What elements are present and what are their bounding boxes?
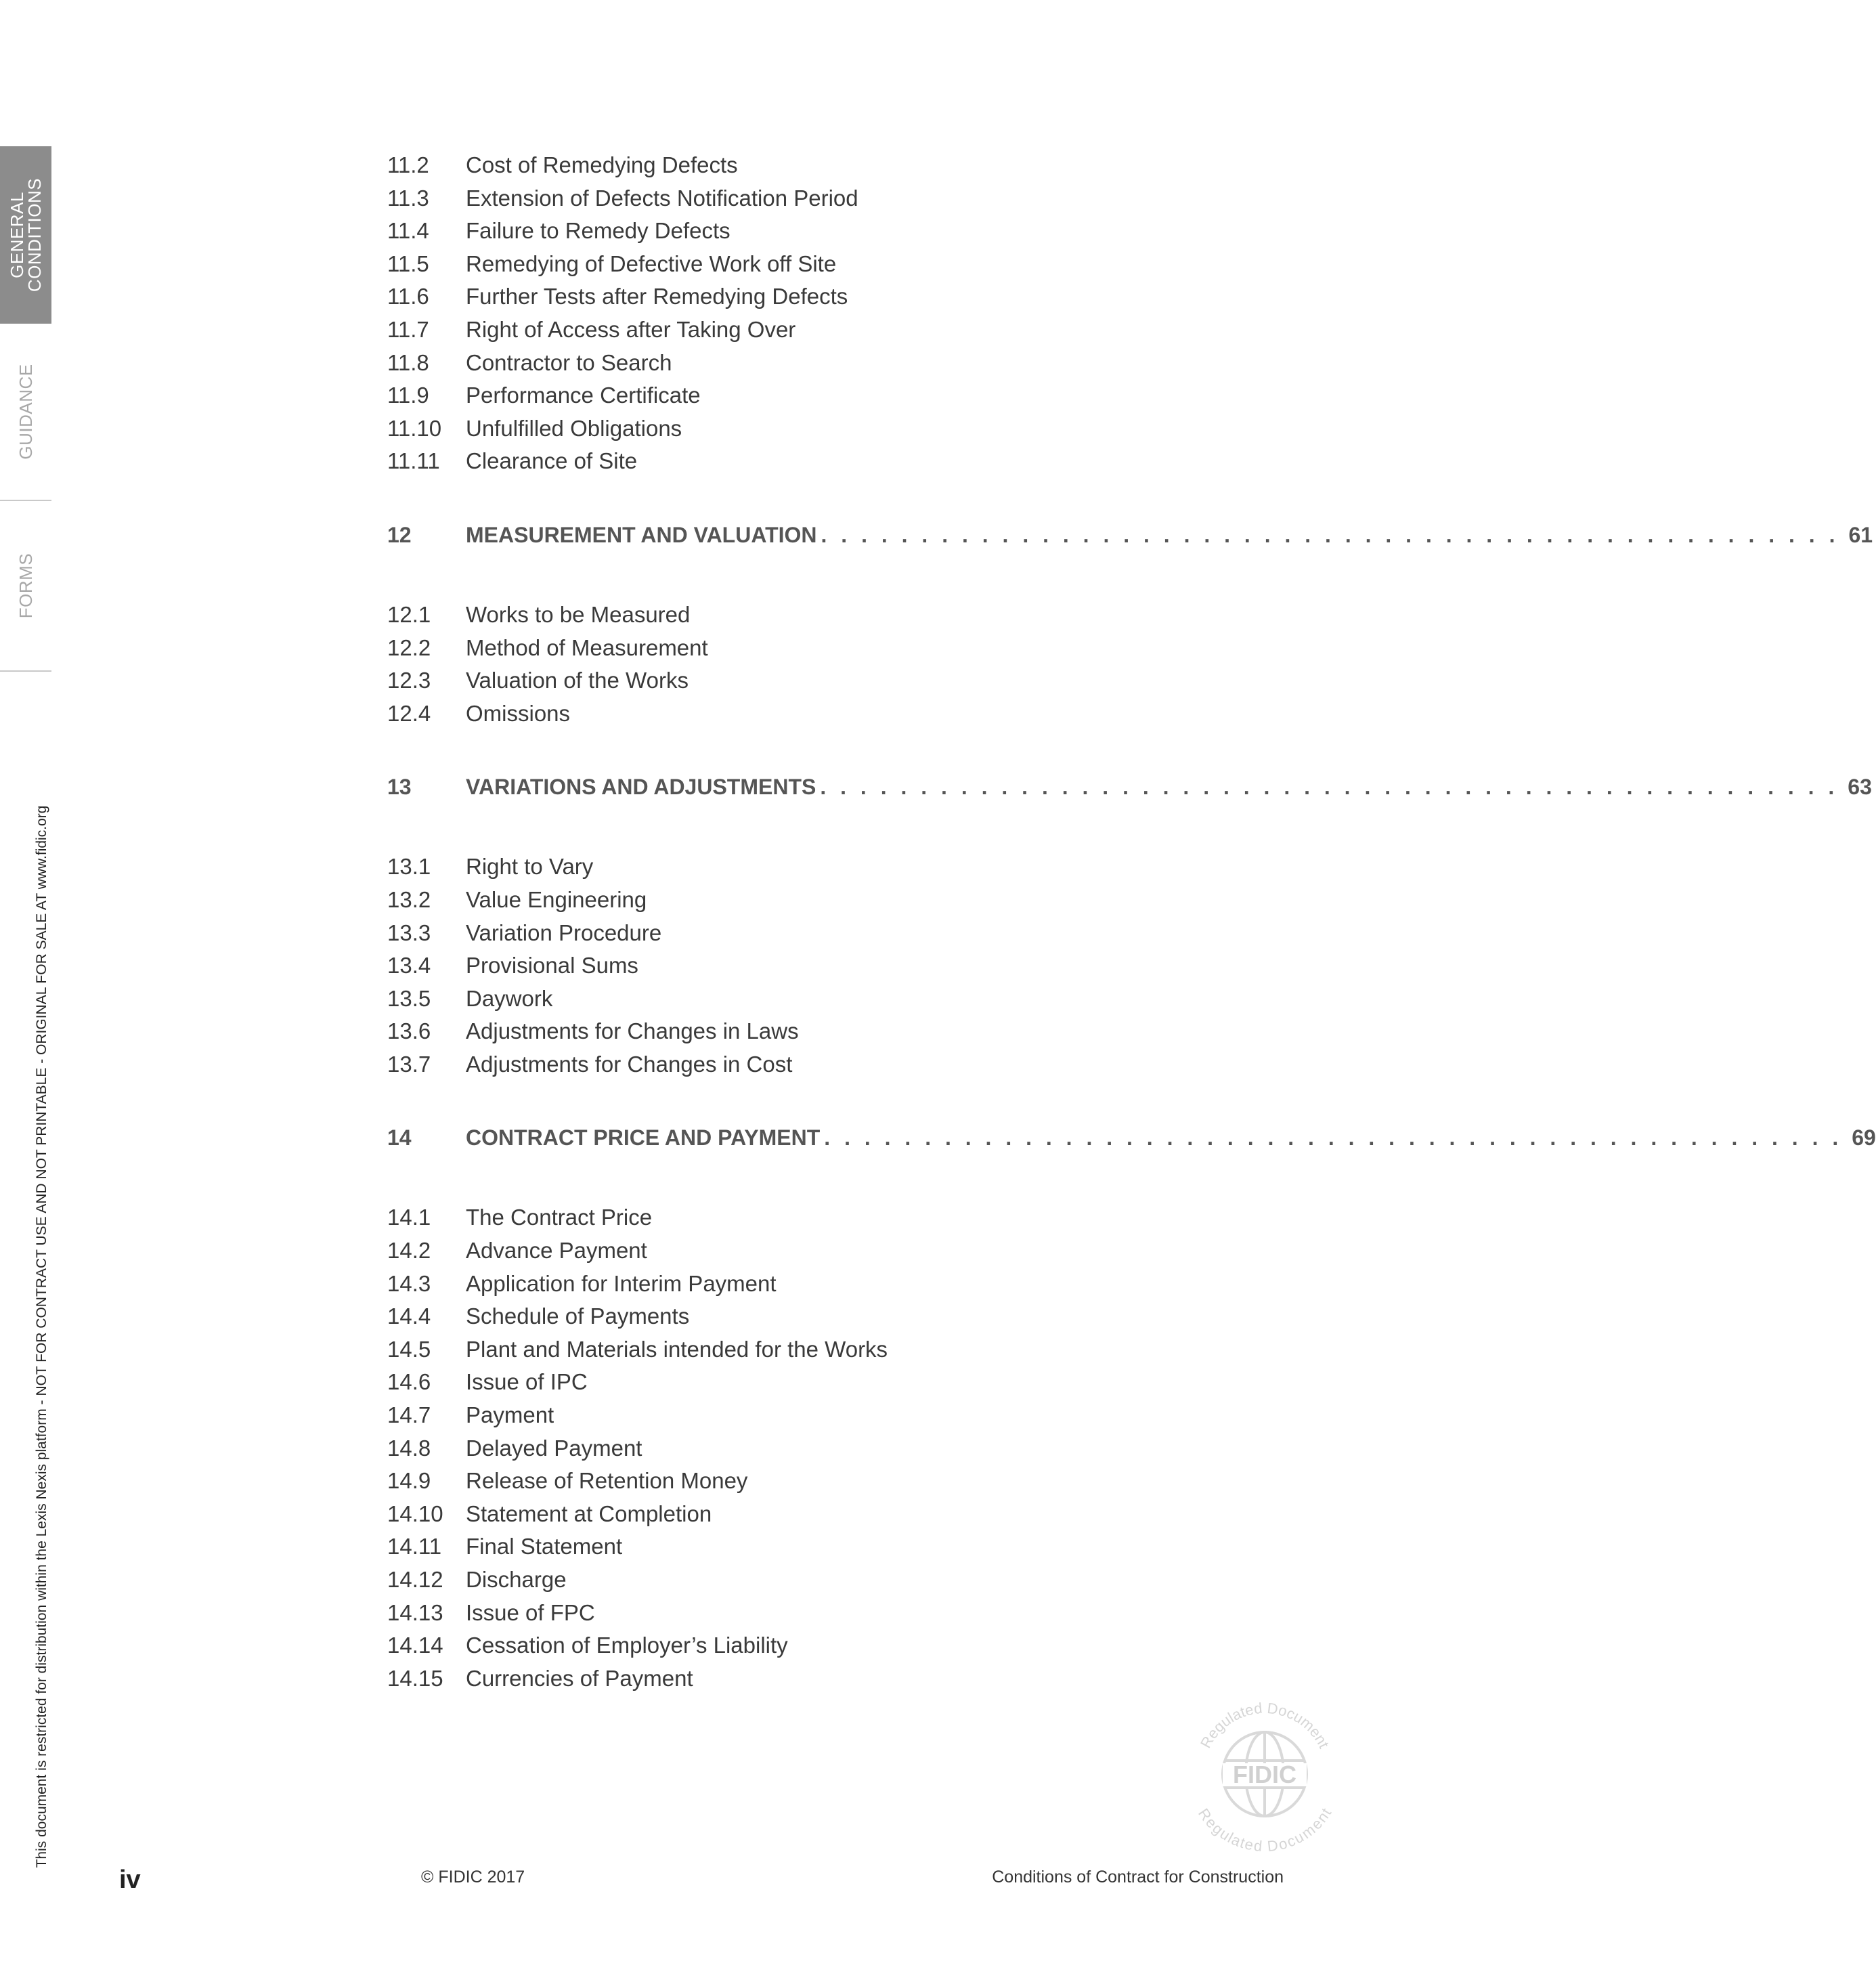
toc-entry-title: Payment: [466, 1402, 554, 1428]
toc-entry-number: 11.9: [387, 383, 429, 408]
toc-entry-number: 11.2: [387, 152, 429, 177]
dot-leader: . . . . . . . . . . . . . . . . . . . . . . . . . . . . . . . . . . . . . . . . . . . . . . . . . . .: [824, 1125, 1843, 1150]
toc-group-12: [387, 602, 1254, 733]
toc-entry[interactable]: [387, 218, 1254, 251]
toc-entry-title: Extension of Defects Notification Period: [466, 185, 858, 211]
tab-forms-label: FORMS: [16, 553, 36, 619]
toc-entry[interactable]: [387, 887, 1254, 920]
page-number: iv: [119, 1866, 141, 1894]
toc-entry[interactable]: [387, 416, 1254, 449]
section-title: VARIATIONS AND ADJUSTMENTS: [466, 775, 816, 800]
toc-entry[interactable]: [387, 854, 1254, 887]
toc-entry-title: Remedying of Defective Work off Site: [466, 251, 837, 276]
distribution-restriction-note: This document is restricted for distribution within the Lexis Nexis platform - NOT FOR CONTRACT USE AND NOT PRINTABLE - ORIGINAL FOR SALE AT www.fidic.org: [34, 805, 49, 1868]
toc-section-13[interactable]: [387, 775, 1872, 807]
toc-entry[interactable]: [387, 1501, 1254, 1534]
dot-leader: . . . . . . . . . . . . . . . . . . . . . . . . . . . . . . . . . . . . . . . . . . . . . . . . . . .: [821, 522, 1839, 547]
toc-entry-number: 12.3: [387, 668, 431, 693]
toc-entry[interactable]: [387, 1271, 1254, 1304]
toc-entry[interactable]: [387, 953, 1254, 986]
toc-entry-title: Failure to Remedy Defects: [466, 218, 730, 244]
toc-entry[interactable]: [387, 383, 1254, 416]
section-number: 14: [387, 1125, 412, 1150]
toc-entry-number: 14.12: [387, 1567, 443, 1592]
toc-entry-title: Unfulfilled Obligations: [466, 415, 682, 441]
fidic-regulated-document-seal-icon: [1183, 1693, 1346, 1855]
toc-entry-number: 12.1: [387, 601, 431, 627]
toc-entry-number: 11.6: [387, 284, 429, 309]
seal-center-text: FIDIC: [1233, 1761, 1296, 1788]
toc-entry[interactable]: [387, 1436, 1254, 1469]
section-title: MEASUREMENT AND VALUATION: [466, 522, 817, 547]
toc-entry-number: 14.4: [387, 1303, 431, 1329]
toc-entry[interactable]: [387, 635, 1254, 668]
toc-entry-title: Right of Access after Taking Over: [466, 316, 796, 342]
toc-entry-title: Final Statement: [466, 1534, 623, 1559]
toc-entry-title: Right to Vary: [466, 854, 594, 880]
toc-entry-number: 14.9: [387, 1468, 431, 1494]
toc-entry-number: 14.5: [387, 1336, 431, 1362]
toc-entry-number: 13.1: [387, 854, 431, 880]
toc-entry-title: Cost of Remedying Defects: [466, 152, 738, 177]
toc-entry-number: 14.14: [387, 1633, 443, 1658]
toc-entry[interactable]: [387, 350, 1254, 383]
toc-entry-title: Contractor to Search: [466, 349, 672, 375]
toc-entry-number: 14.15: [387, 1665, 443, 1691]
toc-entry[interactable]: [387, 986, 1254, 1019]
toc-entry-number: 13.4: [387, 953, 431, 978]
tab-guidance[interactable]: [0, 324, 51, 501]
section-page-number: 69: [1852, 1125, 1876, 1150]
toc-entry-number: 14.6: [387, 1369, 431, 1395]
section-title: CONTRACT PRICE AND PAYMENT: [466, 1125, 821, 1150]
toc-entry-number: 13.5: [387, 985, 431, 1011]
toc-entry-number: 14.11: [387, 1534, 442, 1559]
toc-entry[interactable]: [387, 1600, 1254, 1633]
toc-entry-title: Performance Certificate: [466, 383, 701, 408]
toc-entry-title: The Contract Price: [466, 1205, 653, 1230]
toc-entry-number: 14.1: [387, 1205, 431, 1230]
toc-entry-number: 12.4: [387, 700, 431, 726]
toc-entry-title: Statement at Completion: [466, 1501, 712, 1526]
toc-entry-title: Variation Procedure: [466, 920, 662, 945]
toc-section-12[interactable]: [387, 522, 1873, 555]
toc-entry-title: Omissions: [466, 700, 571, 726]
toc-entry-title: Daywork: [466, 985, 553, 1011]
section-page-number: 61: [1848, 522, 1873, 547]
toc-entry-number: 11.11: [387, 448, 440, 474]
toc-entry-number: 14.3: [387, 1270, 431, 1296]
toc-entry-number: 14.2: [387, 1238, 431, 1264]
toc-entry[interactable]: [387, 152, 1254, 186]
toc-entry-title: Release of Retention Money: [466, 1468, 748, 1494]
section-number: 12: [387, 522, 412, 547]
toc-entry[interactable]: [387, 284, 1254, 317]
toc-entry-title: Provisional Sums: [466, 953, 638, 978]
toc-entry-number: 14.8: [387, 1435, 431, 1461]
toc-entry[interactable]: [387, 1303, 1254, 1337]
seal-top-text: Regulated Document: [1196, 1699, 1333, 1751]
toc-entry-title: Works to be Measured: [466, 601, 691, 627]
toc-entry-title: Further Tests after Remedying Defects: [466, 284, 848, 309]
toc-entry-title: Valuation of the Works: [466, 668, 689, 693]
toc-entry[interactable]: [387, 1205, 1254, 1238]
table-of-contents: [387, 152, 1876, 1698]
toc-entry-title: Method of Measurement: [466, 634, 708, 660]
toc-section-14[interactable]: [387, 1125, 1876, 1158]
toc-entry-number: 13.3: [387, 920, 431, 945]
toc-entry-title: Issue of FPC: [466, 1599, 595, 1625]
toc-entry-number: 11.8: [387, 349, 429, 375]
toc-entry[interactable]: [387, 668, 1254, 701]
toc-entry[interactable]: [387, 1337, 1254, 1370]
toc-entry[interactable]: [387, 317, 1254, 350]
tab-forms[interactable]: [0, 501, 51, 672]
toc-entry[interactable]: [387, 1666, 1254, 1699]
dot-leader: . . . . . . . . . . . . . . . . . . . . . . . . . . . . . . . . . . . . . . . . . . . . . . . . . . .: [820, 775, 1839, 800]
toc-entry-number: 11.5: [387, 251, 429, 276]
toc-entry[interactable]: [387, 1369, 1254, 1402]
toc-entry[interactable]: [387, 701, 1254, 734]
document-title: Conditions of Contract for Construction: [992, 1868, 1284, 1887]
toc-entry-number: 14.13: [387, 1599, 443, 1625]
toc-group-13: [387, 854, 1254, 1084]
toc-entry[interactable]: [387, 448, 1254, 481]
toc-entry-title: Adjustments for Changes in Cost: [466, 1051, 793, 1077]
toc-entry-number: 14.7: [387, 1402, 431, 1428]
toc-entry[interactable]: [387, 1567, 1254, 1600]
toc-entry-title: Discharge: [466, 1567, 567, 1592]
toc-entry-title: Plant and Materials intended for the Works: [466, 1336, 888, 1362]
copyright-notice: © FIDIC 2017: [421, 1868, 525, 1887]
tab-general-conditions-label: GENERAL CONDITIONS: [7, 177, 45, 293]
toc-entry-title: Advance Payment: [466, 1238, 647, 1264]
toc-entry-title: Currencies of Payment: [466, 1665, 693, 1691]
tab-general-conditions[interactable]: [0, 146, 51, 324]
toc-entry-number: 11.7: [387, 316, 429, 342]
toc-entry-number: 11.4: [387, 218, 429, 244]
toc-entry-number: 12.2: [387, 634, 431, 660]
toc-entry[interactable]: [387, 1534, 1254, 1567]
toc-entry-title: Application for Interim Payment: [466, 1270, 777, 1296]
toc-entry[interactable]: [387, 920, 1254, 953]
toc-entry-number: 13.6: [387, 1018, 431, 1044]
toc-group-14: [387, 1205, 1254, 1698]
seal-bottom-text: Regulated Document: [1194, 1805, 1335, 1855]
section-page-number: 63: [1848, 775, 1872, 800]
section-number: 13: [387, 775, 412, 800]
toc-entry[interactable]: [387, 1238, 1254, 1271]
toc-entry-number: 11.10: [387, 415, 442, 441]
toc-entry-title: Adjustments for Changes in Laws: [466, 1018, 799, 1044]
toc-entry-title: Schedule of Payments: [466, 1303, 690, 1329]
toc-entry[interactable]: [387, 186, 1254, 219]
toc-entry-title: Issue of IPC: [466, 1369, 588, 1395]
toc-entry-number: 13.7: [387, 1051, 431, 1077]
toc-entry-title: Cessation of Employer’s Liability: [466, 1633, 788, 1658]
toc-entry-number: 14.10: [387, 1501, 443, 1526]
toc-entry[interactable]: [387, 251, 1254, 284]
toc-entry[interactable]: [387, 1018, 1254, 1052]
toc-entry[interactable]: [387, 1052, 1254, 1085]
toc-entry[interactable]: [387, 1402, 1254, 1436]
toc-entry[interactable]: [387, 1468, 1254, 1501]
tab-guidance-label: GUIDANCE: [16, 364, 36, 460]
toc-entry-number: 11.3: [387, 185, 429, 211]
toc-group-11: [387, 152, 1254, 481]
toc-entry-title: Delayed Payment: [466, 1435, 642, 1461]
toc-entry-title: Clearance of Site: [466, 448, 638, 474]
toc-entry-title: Value Engineering: [466, 886, 647, 912]
toc-entry-number: 13.2: [387, 886, 431, 912]
toc-entry[interactable]: [387, 1633, 1254, 1666]
toc-entry[interactable]: [387, 602, 1254, 635]
